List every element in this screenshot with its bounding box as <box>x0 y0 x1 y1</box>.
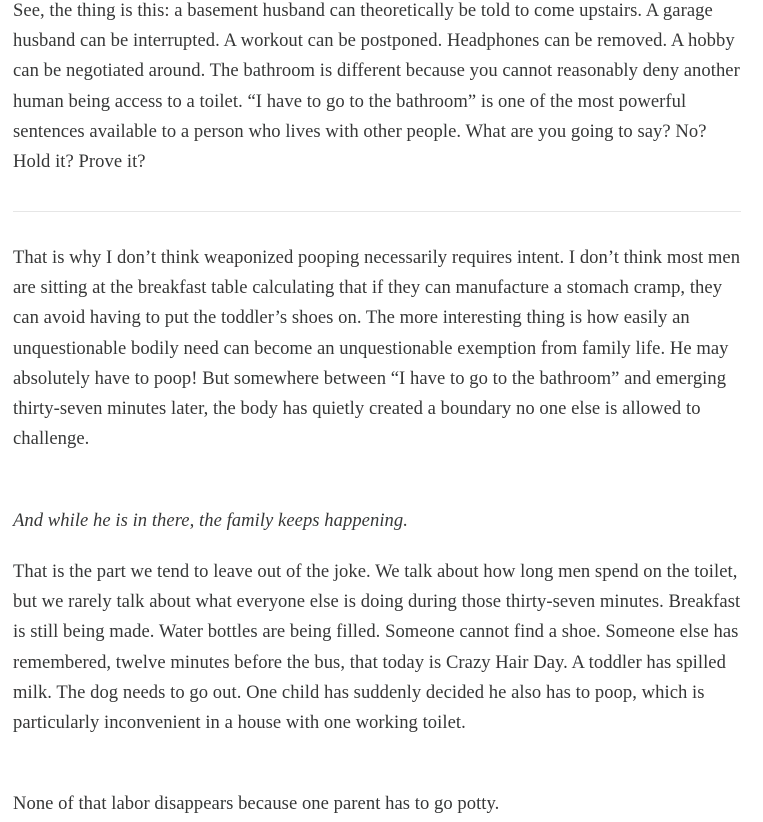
paragraph-thirty-seven-minutes: That is the part we tend to leave out of the joke. We talk about how long men spend on the toilet, but we rarely talk about what everyone else is doing during those thirty-seven minutes. Breakfast is still being made. Water bottles are being filled. Someone cannot find a shoe. Someone else has remembered, twelve minutes before the bus, that today is Crazy Hair Day. A toddler has spilled milk. The dog needs to go out. One child has suddenly decided he also has to poop, which is particularly inconvenient in a house with one working toilet. <box>13 561 741 734</box>
paragraph-weaponized-pooping: That is why I don’t think weaponized pooping necessarily requires intent. I don’t think most men are sitting at the breakfast table calculating that if they can manufacture a stomach cramp, they can avoid having to put the toddler’s shoes on. The more interesting thing is how easily an unquestionable bodily need can become an unquestionable exemption from family life. He may absolutely have to poop! But somewhere between “I have to go to the bathroom” and emerging thirty-seven minutes later, the body has quietly created a boundary no one else is allowed to challenge. <box>13 247 741 450</box>
paragraph-labor-disappears: None of that labor disappears because one parent has to go potty. <box>13 793 500 814</box>
paragraph-bathroom-access: See, the thing is this: a basement husband can theoretically be told to come upstairs. A garage husband can be interrupted. A workout can be postponed. Headphones can be removed. A hobby can be negotiated around. The bathroom is different because you cannot reasonably deny another human being access to a toilet. “I have to go to the bathroom” is one of the most powerful sentences available to a person who lives with other people. What are you going to say? No? Hold it? Prove it? <box>13 0 740 173</box>
section-divider <box>13 211 741 212</box>
paragraph-family-keeps-happening: And while he is in there, the family keeps happening. <box>13 510 408 531</box>
